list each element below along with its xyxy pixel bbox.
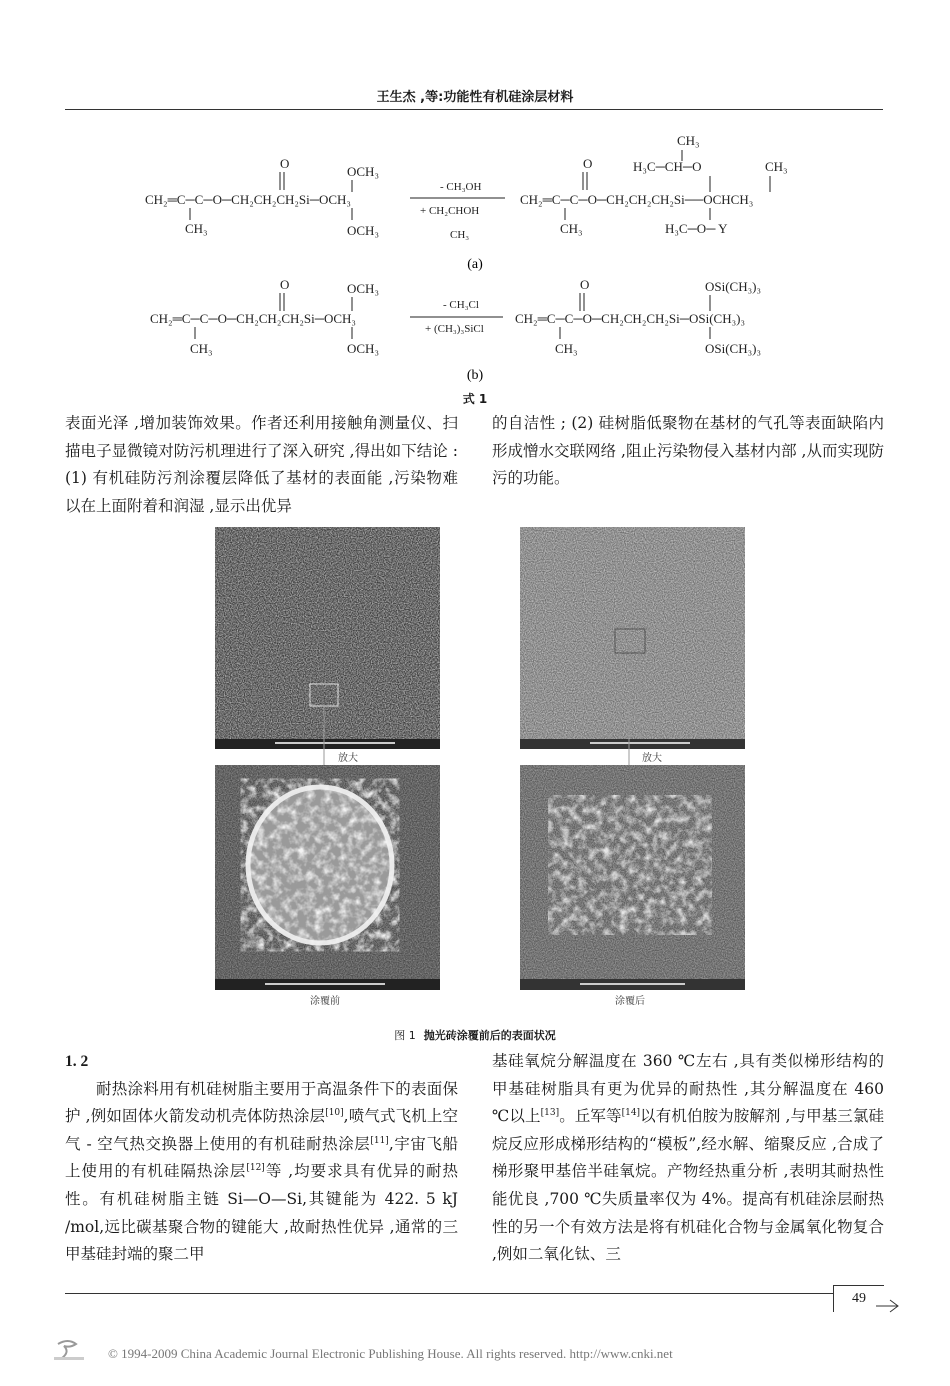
eq-b-label: (b) [466,368,484,383]
eq-a-prod-ch3-top: CH₃ [677,133,700,148]
figure-number: 图 1 [394,1029,416,1042]
label-before: 涂覆前 [310,996,340,1007]
section-heading: 1. 2 [65,1053,89,1070]
cnki-logo-icon [50,1338,90,1362]
zoom-label-right: 放大 [642,753,662,764]
sem-image-before-zoom [215,765,440,990]
eq-b-arrow-top: - CH₃Cl [443,299,479,311]
eq-b-prod-o: O [580,277,590,292]
eq-a-prod-ch3: CH₃ [560,221,583,236]
equation-b-svg [65,275,885,387]
text-bottom-left [65,1048,458,1269]
eq-a-ch3: CH₃ [185,221,208,236]
equation-caption: 式 1 [462,392,488,406]
running-header: 王生杰 ,等:功能性有机硅涂层材料 [376,90,574,105]
page-arrow-icon [876,1299,902,1313]
citation[interactable]: [13] [540,1108,560,1119]
sem-image-after-zoom [520,765,745,990]
eq-a-label: (a) [467,257,483,272]
eq-a-arrow-bottom2: CH₃ [450,229,470,241]
figure-caption [0,1027,950,1043]
eq-a-prod-ch3-right: CH₃ [765,159,788,174]
figure-caption-text: 抛光砖涂覆前后的表面状况 [423,1029,556,1042]
eq-b-product: CH₂═C─C─O─CH₂CH₂CH₂Si─OSi(CH₃)₃ [515,311,746,326]
eq-a-product: CH₂═C─C─O─CH₂CH₂CH₂Si──OCHCH₃ [520,192,754,207]
text-bottom-right [492,1048,884,1269]
text-run: 耐热涂料用有机硅树脂主要用于高温条件下的表面保护 ,例如固体火箭发动机壳体防热涂层 [65,1079,458,1126]
figure-1 [215,527,745,1011]
paragraph: 表面光泽 ,增加装饰效果。作者还利用接触角测量仪、扫描电子显微镜对防污机理进行了深入研究 ,得出如下结论 : (1) 有机硅防污剂涂覆层降低了基材的表面能 ,污染物难以在上面附着和润湿 ,显示出优异 [65,414,458,515]
eq-b-och3: OCH₃ [347,341,379,356]
paragraph [65,1076,458,1269]
eq-b-top: OCH₃ [347,281,379,296]
eq-b-arrow-bottom: + (CH₃)₃SiCl [425,323,484,335]
header-rule [65,109,883,110]
label-after: 涂覆后 [615,996,645,1007]
citation[interactable]: [12] [246,1163,265,1174]
paragraph [492,1048,884,1269]
eq-b-prod-top: OSi(CH₃)₃ [705,279,762,294]
text-run: 等 ,均要求具有优异的耐热性。有机硅树脂主链 Si—O—Si,其键能为 422. 5 kJ /mol,远比碳基聚合物的键能大 ,故耐热性优异 ,通常的三甲基硅封端的聚二甲 [65,1162,458,1264]
eq-a-top: OCH₃ [347,164,379,179]
citation[interactable]: [10] [325,1108,344,1119]
page-number: 49 [833,1285,884,1312]
citation[interactable]: [11] [370,1135,389,1146]
eq-a-prod-o: O [583,156,593,171]
text-run: ,喷气式飞机上空气 - 空气热交换器上使用的有机硅耐热涂层 [65,1107,459,1153]
text-run: 基硅氧烷分解温度在 360 ℃左右 ,具有类似梯形结构的甲基硅树脂具有更为优异的耐热性 ,其分解温度在 460 ℃以上 [492,1052,884,1126]
text-run: ,宇宙飞船上使用的有机硅隔热涂层 [65,1134,459,1181]
copyright: © 1994-2009 China Academic Journal Electronic Publishing House. All rights reserved. http://www.cnki.net [108,1346,673,1361]
footer-rule [65,1293,833,1294]
equation-b [65,275,885,387]
eq-a-prod-h3co: H₃C─O─ Y [665,221,728,236]
text-top-right [492,410,884,493]
equation-a [65,128,885,273]
eq-b-prod-ch3: CH₃ [555,341,578,356]
zoom-label-left: 放大 [338,753,358,764]
equation-a-svg [65,128,885,273]
eq-a-arrow-top: - CH₃OH [440,181,482,193]
eq-a-arrow-bottom: + CH₂CHOH [420,205,480,217]
eq-a-reactant: CH₂═C─C─O─CH₂CH₂CH₂Si─OCH₃ [145,192,351,207]
eq-a-prod-h3c-ch: H₃C─CH─O [633,159,702,174]
eq-b-o: O [280,277,290,292]
eq-b-prod-osi: OSi(CH₃)₃ [705,341,762,356]
text-run: 以有机伯胺为胺解剂 ,与甲基三氯硅烷反应形成梯形结构的“模板”,经水解、缩聚反应 ,合成了梯形聚甲基倍半硅氧烷。产物经热重分析 ,表明其耐热性能优良 ,700 ℃失质量率仅为 4%。提高有机硅涂层耐热性的另一个有效方法是将有机硅化合物与金属氧化物复合 ,例如二氧化钛、三 [492,1107,884,1264]
eq-a-o: O [280,156,290,171]
paragraph: 的自洁性 ; (2) 硅树脂低聚物在基材的气孔等表面缺陷内形成憎水交联网络 ,阻止污染物侵入基材内部 ,从而实现防污的功能。 [492,414,884,488]
citation[interactable]: [14] [621,1108,641,1119]
eq-a-och3: OCH₃ [347,223,379,238]
eq-b-ch3: CH₃ [190,341,213,356]
text-top-left [65,410,458,520]
text-run: 。丘军等 [559,1107,622,1126]
eq-b-reactant: CH₂═C─C─O─CH₂CH₂CH₂Si─OCH₃ [150,311,356,326]
